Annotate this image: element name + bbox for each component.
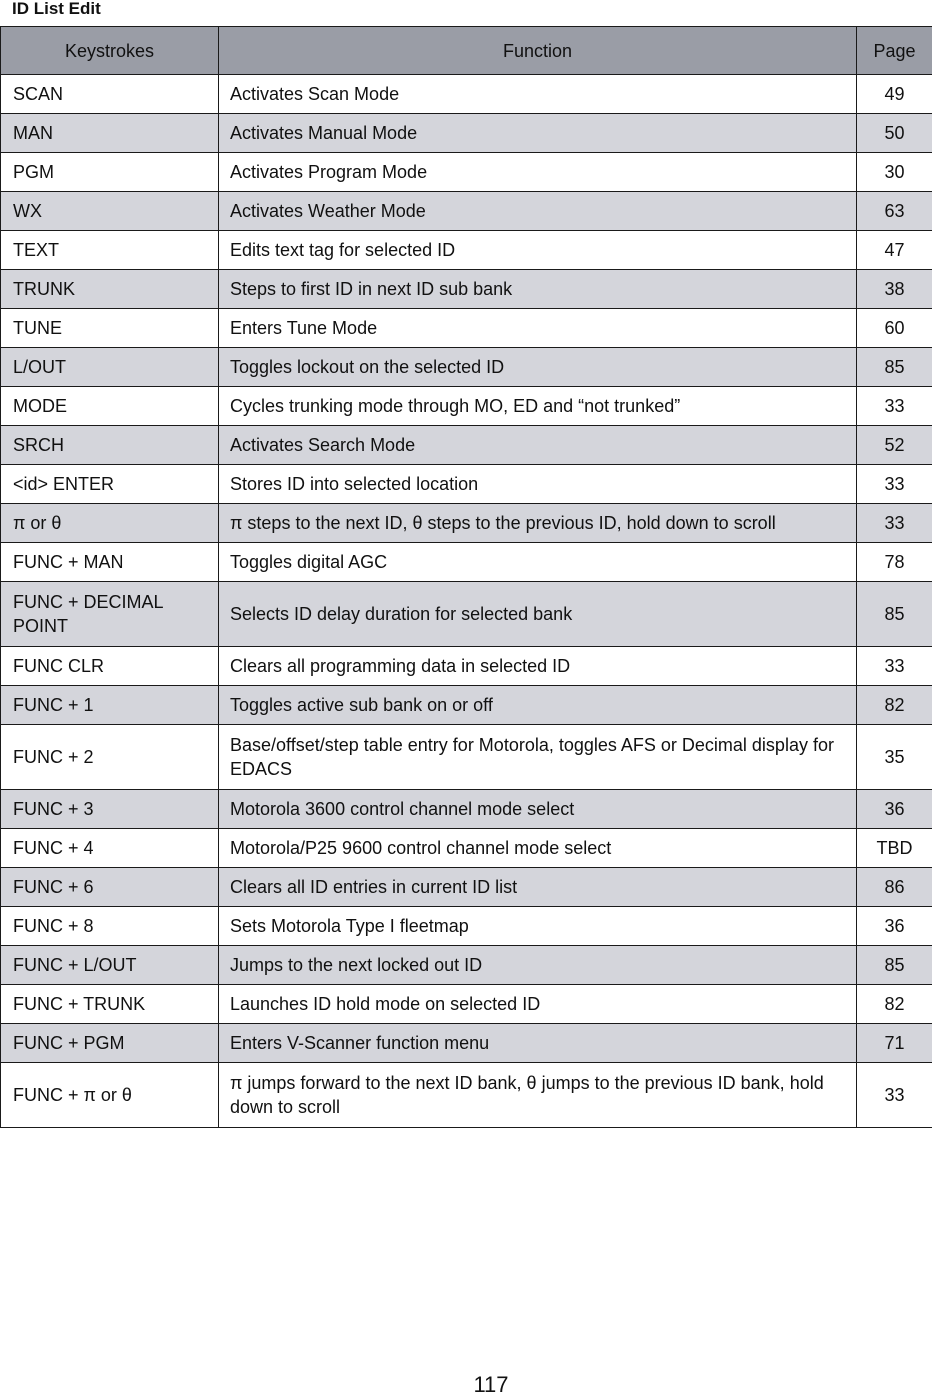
function-cell: Toggles active sub bank on or off	[219, 686, 857, 725]
function-cell: Motorola/P25 9600 control channel mode select	[219, 829, 857, 868]
page-cell: 36	[857, 907, 932, 946]
page-cell: 85	[857, 348, 932, 387]
page-cell: 71	[857, 1024, 932, 1063]
keystroke-cell: π or θ	[1, 504, 219, 543]
function-cell: Base/offset/step table entry for Motorola, toggles AFS or Decimal display for EDACS	[219, 725, 857, 790]
keystroke-cell: FUNC + 8	[1, 907, 219, 946]
table-body	[1, 75, 932, 1128]
table-row	[1, 504, 932, 543]
function-cell: Launches ID hold mode on selected ID	[219, 985, 857, 1024]
page-cell: 50	[857, 114, 932, 153]
keystroke-cell: TUNE	[1, 309, 219, 348]
table-row	[1, 465, 932, 504]
page-cell: 33	[857, 387, 932, 426]
keystroke-cell: FUNC + 1	[1, 686, 219, 725]
table-row	[1, 387, 932, 426]
table-row	[1, 725, 932, 790]
table-row	[1, 1024, 932, 1063]
function-cell: Selects ID delay duration for selected bank	[219, 582, 857, 647]
table-row	[1, 985, 932, 1024]
header-keystrokes: Keystrokes	[1, 27, 219, 75]
table-row	[1, 686, 932, 725]
function-cell: Jumps to the next locked out ID	[219, 946, 857, 985]
function-cell: Edits text tag for selected ID	[219, 231, 857, 270]
page-cell: 33	[857, 465, 932, 504]
header-page: Page	[857, 27, 932, 75]
page-cell: 36	[857, 790, 932, 829]
function-cell: Activates Search Mode	[219, 426, 857, 465]
function-cell: Clears all ID entries in current ID list	[219, 868, 857, 907]
keystroke-cell: FUNC + PGM	[1, 1024, 219, 1063]
page-cell: 38	[857, 270, 932, 309]
function-cell: Activates Scan Mode	[219, 75, 857, 114]
function-cell: Motorola 3600 control channel mode select	[219, 790, 857, 829]
keystroke-table	[0, 26, 932, 1128]
header-row	[1, 27, 932, 75]
table-row	[1, 192, 932, 231]
keystroke-cell: MODE	[1, 387, 219, 426]
page-cell: 30	[857, 153, 932, 192]
keystroke-cell: SRCH	[1, 426, 219, 465]
table-row	[1, 309, 932, 348]
function-cell: Toggles lockout on the selected ID	[219, 348, 857, 387]
keystroke-cell: FUNC CLR	[1, 647, 219, 686]
table-row	[1, 543, 932, 582]
function-cell: Toggles digital AGC	[219, 543, 857, 582]
keystroke-cell: FUNC + TRUNK	[1, 985, 219, 1024]
table-row	[1, 790, 932, 829]
keystroke-cell: L/OUT	[1, 348, 219, 387]
page-cell: 33	[857, 647, 932, 686]
page-number: 117	[0, 1372, 932, 1398]
page-cell: 82	[857, 686, 932, 725]
table-header	[1, 27, 932, 75]
table-row	[1, 153, 932, 192]
keystroke-cell: TRUNK	[1, 270, 219, 309]
function-cell: Enters Tune Mode	[219, 309, 857, 348]
function-cell: Steps to first ID in next ID sub bank	[219, 270, 857, 309]
table-row	[1, 348, 932, 387]
page-cell: 78	[857, 543, 932, 582]
keystroke-cell: PGM	[1, 153, 219, 192]
keystroke-cell: <id> ENTER	[1, 465, 219, 504]
table-row	[1, 1063, 932, 1128]
keystroke-cell: FUNC + 2	[1, 725, 219, 790]
page-cell: 52	[857, 426, 932, 465]
table-row	[1, 946, 932, 985]
page-cell: 85	[857, 582, 932, 647]
table-row	[1, 829, 932, 868]
keystroke-cell: TEXT	[1, 231, 219, 270]
function-cell: Stores ID into selected location	[219, 465, 857, 504]
page-cell: 35	[857, 725, 932, 790]
keystroke-cell: FUNC + L/OUT	[1, 946, 219, 985]
function-cell: π steps to the next ID, θ steps to the previous ID, hold down to scroll	[219, 504, 857, 543]
page-cell: 33	[857, 1063, 932, 1128]
page-cell: 85	[857, 946, 932, 985]
section-title: ID List Edit	[12, 0, 101, 18]
function-cell: Activates Manual Mode	[219, 114, 857, 153]
function-cell: Sets Motorola Type I fleetmap	[219, 907, 857, 946]
page-cell: 33	[857, 504, 932, 543]
table-row	[1, 868, 932, 907]
table-row	[1, 647, 932, 686]
keystroke-cell: FUNC + π or θ	[1, 1063, 219, 1128]
function-cell: Activates Program Mode	[219, 153, 857, 192]
page-cell: 86	[857, 868, 932, 907]
table-row	[1, 114, 932, 153]
keystroke-cell: FUNC + DECIMAL POINT	[1, 582, 219, 647]
page-cell: 82	[857, 985, 932, 1024]
table-row	[1, 582, 932, 647]
keystroke-cell: FUNC + 3	[1, 790, 219, 829]
keystroke-cell: WX	[1, 192, 219, 231]
keystroke-cell: SCAN	[1, 75, 219, 114]
page-cell: 63	[857, 192, 932, 231]
page-cell: TBD	[857, 829, 932, 868]
function-cell: Activates Weather Mode	[219, 192, 857, 231]
keystroke-cell: FUNC + 6	[1, 868, 219, 907]
table-row	[1, 270, 932, 309]
function-cell: Enters V-Scanner function menu	[219, 1024, 857, 1063]
keystroke-cell: MAN	[1, 114, 219, 153]
keystroke-cell: FUNC + MAN	[1, 543, 219, 582]
table-row	[1, 907, 932, 946]
function-cell: Clears all programming data in selected ID	[219, 647, 857, 686]
page-cell: 49	[857, 75, 932, 114]
table-row	[1, 426, 932, 465]
table-row	[1, 231, 932, 270]
keystroke-cell: FUNC + 4	[1, 829, 219, 868]
table-row	[1, 75, 932, 114]
page-cell: 47	[857, 231, 932, 270]
function-cell: Cycles trunking mode through MO, ED and “not trunked”	[219, 387, 857, 426]
page-cell: 60	[857, 309, 932, 348]
function-cell: π jumps forward to the next ID bank, θ jumps to the previous ID bank, hold down to scroll	[219, 1063, 857, 1128]
header-function: Function	[219, 27, 857, 75]
